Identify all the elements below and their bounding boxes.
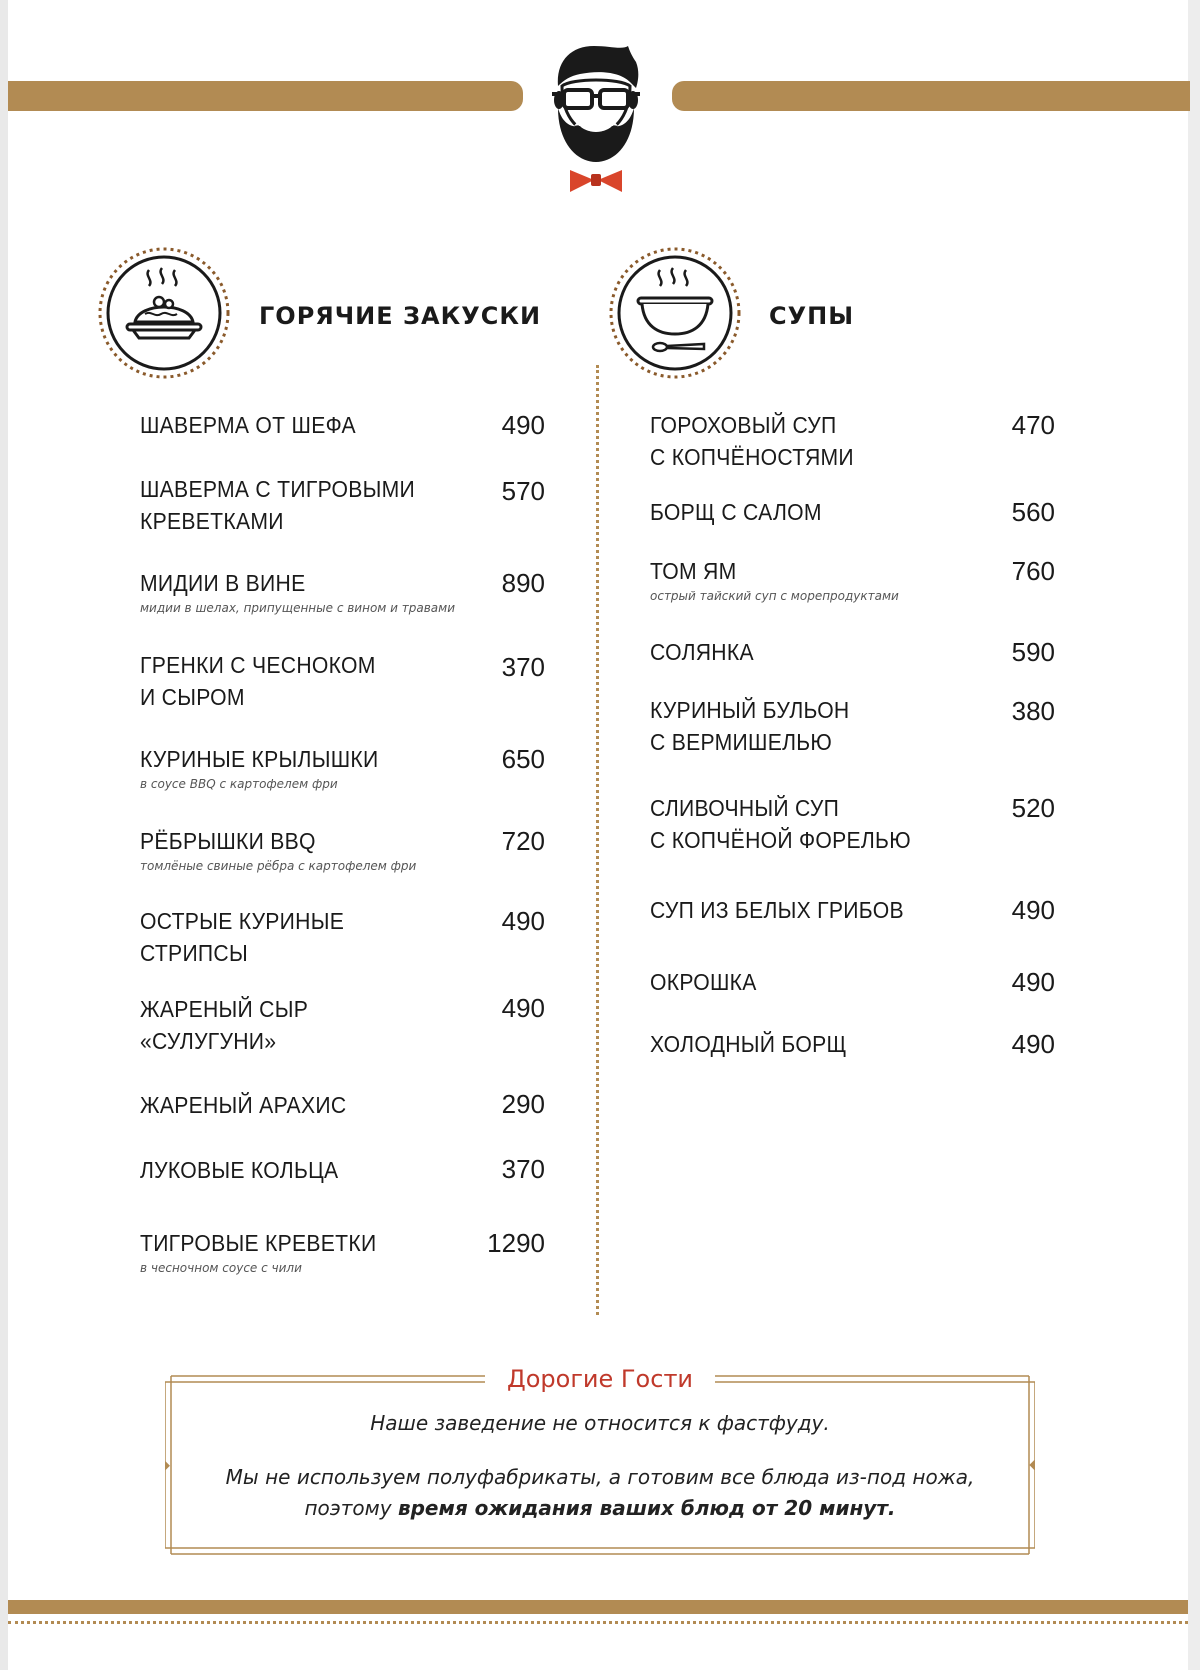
item-name: СОЛЯНКА: [650, 639, 754, 665]
menu-item: [650, 636, 763, 668]
header-bar-right: [672, 81, 1190, 111]
notice-box: [165, 1365, 1035, 1560]
item-name: СЛИВОЧНЫЙ СУП: [650, 795, 840, 821]
column-divider: [596, 365, 599, 1315]
item-price: 290: [501, 1089, 545, 1119]
item-price: 370: [501, 1154, 545, 1184]
item-name: ЖАРЕНЫЙ АРАХИС: [140, 1092, 347, 1118]
item-name: КУРИНЫЙ БУЛЬОН: [650, 697, 850, 723]
item-price: 490: [1011, 1029, 1055, 1059]
menu-item: [650, 555, 899, 603]
item-name: ЖАРЕНЫЙ СЫР: [140, 996, 309, 1022]
item-price: 720: [501, 826, 545, 856]
item-price: 490: [1011, 967, 1055, 997]
menu-item: [650, 1028, 864, 1060]
menu-item: [650, 792, 934, 856]
item-name: ЛУКОВЫЕ КОЛЬЦА: [140, 1157, 339, 1183]
item-price: 470: [1011, 410, 1055, 440]
item-price: 1290: [487, 1228, 545, 1258]
menu-item: [650, 694, 867, 758]
item-name: ШАВЕРМА С ТИГРОВЫМИ: [140, 476, 416, 502]
item-price: 490: [1011, 895, 1055, 925]
item-description: в соусе BBQ с картофелем фри: [140, 777, 338, 791]
item-description: томлёные свиные рёбра с картофелем фри: [140, 859, 417, 873]
item-name: ГОРОХОВЫЙ СУП: [650, 412, 837, 438]
menu-item: [650, 409, 872, 473]
item-price: 490: [501, 410, 545, 440]
footer-bar: [8, 1600, 1188, 1614]
item-price: 650: [501, 744, 545, 774]
item-name: МИДИИ В ВИНЕ: [140, 570, 306, 596]
notice-line-1: Наше заведение не относится к фастфуду.: [370, 1411, 830, 1435]
item-description: острый тайский суп с морепродуктами: [650, 589, 899, 603]
menu-item: [140, 473, 439, 537]
notice-line-2: Мы не используем полуфабрикаты, а готовим все блюда из-под ножа,: [225, 1465, 975, 1489]
item-price: 570: [501, 476, 545, 506]
menu-item: [140, 825, 416, 873]
menu-item: [650, 496, 837, 528]
item-price: 560: [1011, 497, 1055, 527]
item-name: РЁБРЫШКИ BBQ: [140, 828, 316, 854]
item-name: ОСТРЫЕ КУРИНЫЕ: [140, 908, 345, 934]
hot-dish-plate-icon: [97, 246, 231, 380]
hipster-logo-icon: [550, 42, 642, 194]
page-frame-left: [0, 0, 8, 1670]
item-name: С КОПЧЁНОСТЯМИ: [650, 444, 854, 470]
notice-line-3: [165, 1496, 1035, 1520]
menu-item: [140, 1154, 356, 1186]
menu-item: [140, 1227, 397, 1275]
item-price: 520: [1011, 793, 1055, 823]
item-name: КУРИНЫЕ КРЫЛЫШКИ: [140, 746, 379, 772]
menu-item: [140, 409, 375, 441]
header-bar-left: [8, 81, 523, 111]
menu-item: [140, 1089, 364, 1121]
footer-dotted-line: [8, 1621, 1188, 1624]
item-price: 890: [501, 568, 545, 598]
menu-item: [650, 894, 926, 926]
item-description: в чесночном соусе с чили: [140, 1261, 302, 1275]
item-name: ТОМ ЯМ: [650, 558, 737, 584]
item-name: С ВЕРМИШЕЛЬЮ: [650, 729, 833, 755]
menu-item: [140, 993, 323, 1057]
menu-item: [140, 743, 399, 791]
item-price: 590: [1011, 637, 1055, 667]
item-price: 490: [501, 906, 545, 936]
item-name: «СУЛУГУНИ»: [140, 1028, 277, 1054]
item-name: БОРЩ С САЛОМ: [650, 499, 822, 525]
section-title-soups: СУПЫ: [769, 302, 855, 330]
menu-item: [650, 966, 766, 998]
item-name: ШАВЕРМА ОТ ШЕФА: [140, 412, 356, 438]
notice-title: Дорогие Гости: [506, 1365, 694, 1393]
section-title-hot-appetizers: ГОРЯЧИЕ ЗАКУСКИ: [259, 302, 542, 330]
menu-item: [140, 567, 455, 615]
item-price: 370: [501, 652, 545, 682]
item-name: СТРИПСЫ: [140, 940, 248, 966]
menu-item: [140, 905, 362, 969]
soup-bowl-spoon-icon: [608, 246, 742, 380]
item-name: СУП ИЗ БЕЛЫХ ГРИБОВ: [650, 897, 904, 923]
item-name: КРЕВЕТКАМИ: [140, 508, 284, 534]
item-name: И СЫРОМ: [140, 684, 245, 710]
item-price: 380: [1011, 696, 1055, 726]
item-price: 490: [501, 993, 545, 1023]
page-frame-right: [1188, 0, 1200, 1670]
item-name: ОКРОШКА: [650, 969, 757, 995]
item-name: С КОПЧЁНОЙ ФОРЕЛЬЮ: [650, 827, 911, 853]
item-name: ТИГРОВЫЕ КРЕВЕТКИ: [140, 1230, 377, 1256]
menu-item: [140, 649, 396, 713]
item-name: ГРЕНКИ С ЧЕСНОКОМ: [140, 652, 376, 678]
notice-line-3-bold: время ожидания ваших блюд от 20 минут.: [397, 1496, 896, 1520]
notice-line-3-plain: поэтому: [304, 1496, 398, 1520]
item-description: мидии в шелах, припущенные с вином и травами: [140, 601, 456, 615]
item-price: 760: [1011, 556, 1055, 586]
item-name: ХОЛОДНЫЙ БОРЩ: [650, 1031, 847, 1057]
